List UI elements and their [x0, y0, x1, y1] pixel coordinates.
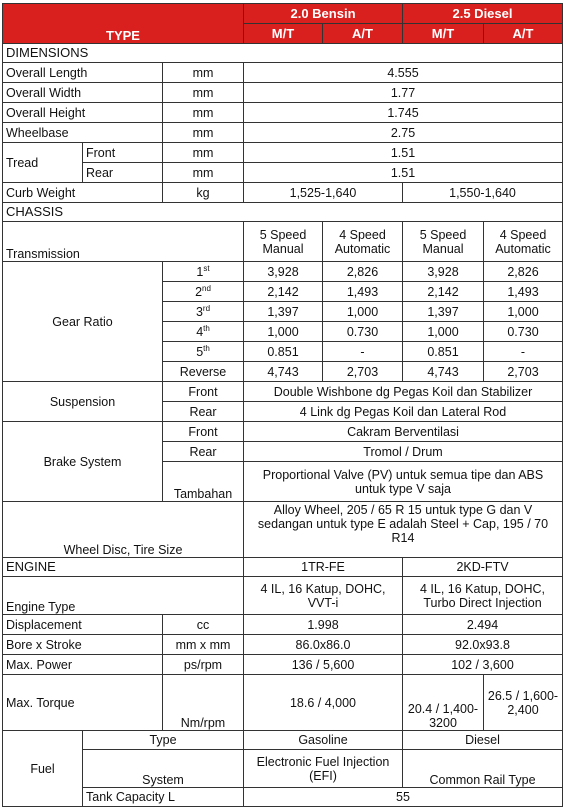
dimensions-section-title: DIMENSIONS	[3, 44, 563, 63]
row-label: Curb Weight	[3, 183, 163, 203]
value-cell: Common Rail Type	[403, 750, 563, 788]
value-cell: 0.730	[323, 322, 403, 342]
value-cell: 2.494	[403, 615, 563, 635]
value-cell: 4 IL, 16 Katup, DOHC, VVT-i	[244, 577, 403, 615]
table-row	[3, 382, 563, 402]
value-cell: 1,000	[484, 302, 563, 322]
value-cell: 1,000	[323, 302, 403, 322]
unit-cell: mm	[163, 163, 244, 183]
spec-table-container	[2, 3, 562, 807]
value-cell: 1,000	[403, 322, 484, 342]
unit-cell: Nm/rpm	[163, 675, 244, 731]
table-row	[3, 123, 563, 143]
engine-a-header: 2.0 Bensin	[244, 4, 403, 24]
sub-label: Type	[83, 731, 244, 750]
table-row	[3, 183, 563, 203]
value-cell: Gasoline	[244, 731, 403, 750]
table-row	[3, 655, 563, 675]
gear-suffix: st	[203, 263, 210, 273]
row-label: Brake System	[3, 422, 163, 502]
table-row	[3, 577, 563, 615]
value-cell: 2,826	[323, 262, 403, 282]
unit-cell: mm	[163, 103, 244, 123]
value-cell: 5 Speed Manual	[403, 222, 484, 262]
value-cell: -	[484, 342, 563, 362]
gear-suffix: nd	[202, 283, 211, 293]
row-label: Fuel	[3, 731, 83, 807]
gear-label	[163, 302, 244, 322]
value-cell: 3,928	[244, 262, 323, 282]
value-cell: 102 / 3,600	[403, 655, 563, 675]
value-cell: 1,525-1,640	[244, 183, 403, 203]
unit-cell: mm	[163, 143, 244, 163]
sub-label: Rear	[163, 402, 244, 422]
value-cell: 1.51	[244, 163, 563, 183]
value-cell: 1.77	[244, 83, 563, 103]
value-cell: 4 Speed Automatic	[323, 222, 403, 262]
table-row	[3, 558, 563, 577]
gear-suffix: th	[203, 323, 210, 333]
value-cell: Diesel	[403, 731, 563, 750]
row-label: Overall Length	[3, 63, 163, 83]
sub-label: Tank Capacity L	[83, 788, 244, 807]
value-cell: 1,397	[244, 302, 323, 322]
table-row	[3, 788, 563, 807]
value-cell: 26.5 / 1,600-2,400	[484, 675, 563, 731]
value-cell: Proportional Valve (PV) untuk semua tipe dan ABS untuk type V saja	[244, 462, 563, 502]
mt-header: M/T	[244, 24, 323, 44]
table-row	[3, 675, 563, 731]
engine-b-header: 2.5 Diesel	[403, 4, 563, 24]
value-cell: 2,703	[323, 362, 403, 382]
sub-label: Rear	[83, 163, 163, 183]
chassis-section-title: CHASSIS	[3, 203, 563, 222]
gear-label	[163, 282, 244, 302]
value-cell: 4.555	[244, 63, 563, 83]
row-label: Displacement	[3, 615, 163, 635]
table-row	[3, 103, 563, 123]
value-cell: 2,142	[403, 282, 484, 302]
value-cell: 0.851	[244, 342, 323, 362]
value-cell: Double Wishbone dg Pegas Koil dan Stabilizer	[244, 382, 563, 402]
table-row	[3, 163, 563, 183]
value-cell: 55	[244, 788, 563, 807]
value-cell: 1.745	[244, 103, 563, 123]
spec-table	[2, 3, 563, 807]
section-row	[3, 203, 563, 222]
sub-label: Tambahan	[163, 462, 244, 502]
row-label: Engine Type	[3, 577, 244, 615]
engine-section-title: ENGINE	[3, 558, 244, 577]
mt-header: M/T	[403, 24, 484, 44]
table-row	[3, 83, 563, 103]
row-label: Bore x Stroke	[3, 635, 163, 655]
table-row	[3, 502, 563, 558]
table-row	[3, 615, 563, 635]
gear-number: 2	[195, 284, 203, 299]
row-label: Gear Ratio	[3, 262, 163, 382]
row-label: Overall Height	[3, 103, 163, 123]
value-cell: 1.998	[244, 615, 403, 635]
value-cell: 18.6 / 4,000	[244, 675, 403, 731]
at-header: A/T	[323, 24, 403, 44]
row-label: Overall Width	[3, 83, 163, 103]
value-cell: 0.851	[403, 342, 484, 362]
table-row	[3, 222, 563, 262]
value-cell: 4 Speed Automatic	[484, 222, 563, 262]
value-cell: 2.75	[244, 123, 563, 143]
gear-number: 5	[196, 344, 204, 359]
value-cell: 3,928	[403, 262, 484, 282]
type-header: TYPE	[3, 4, 244, 44]
sub-label: System	[83, 750, 244, 788]
value-cell: 4 Link dg Pegas Koil dan Lateral Rod	[244, 402, 563, 422]
table-row	[3, 635, 563, 655]
table-row	[3, 63, 563, 83]
row-label: Wheelbase	[3, 123, 163, 143]
value-cell: 2,703	[484, 362, 563, 382]
gear-number: 3	[195, 304, 203, 319]
value-cell: 4,743	[244, 362, 323, 382]
section-row	[3, 44, 563, 63]
row-label: Transmission	[3, 222, 244, 262]
sub-label: Front	[163, 422, 244, 442]
row-label: Wheel Disc, Tire Size	[3, 502, 244, 558]
sub-label: Front	[83, 143, 163, 163]
value-cell: 1TR-FE	[244, 558, 403, 577]
value-cell: 1,397	[403, 302, 484, 322]
unit-cell: cc	[163, 615, 244, 635]
value-cell: -	[323, 342, 403, 362]
unit-cell: kg	[163, 183, 244, 203]
value-cell: 2,826	[484, 262, 563, 282]
unit-cell: mm	[163, 83, 244, 103]
row-label: Max. Power	[3, 655, 163, 675]
at-header: A/T	[484, 24, 563, 44]
unit-cell: mm	[163, 123, 244, 143]
value-cell: 1,493	[484, 282, 563, 302]
value-cell: 92.0x93.8	[403, 635, 563, 655]
value-cell: 2KD-FTV	[403, 558, 563, 577]
gear-label: Reverse	[163, 362, 244, 382]
value-cell: 20.4 / 1,400-3200	[403, 675, 484, 731]
header-row-engines	[3, 4, 563, 24]
table-row	[3, 262, 563, 282]
sub-label: Rear	[163, 442, 244, 462]
gear-label	[163, 322, 244, 342]
gear-number: 1	[196, 264, 204, 279]
table-row	[3, 750, 563, 788]
value-cell: Alloy Wheel, 205 / 65 R 15 untuk type G dan V sedangan untuk type E adalah Steel + Cap, 195 / 70 R14	[244, 502, 563, 558]
value-cell: 4 IL, 16 Katup, DOHC, Turbo Direct Injection	[403, 577, 563, 615]
value-cell: 1,550-1,640	[403, 183, 563, 203]
value-cell: 1,493	[323, 282, 403, 302]
gear-number: 4	[196, 324, 204, 339]
gear-label	[163, 342, 244, 362]
value-cell: 5 Speed Manual	[244, 222, 323, 262]
unit-cell: mm	[163, 63, 244, 83]
value-cell: Tromol / Drum	[244, 442, 563, 462]
table-row	[3, 143, 563, 163]
value-cell: 86.0x86.0	[244, 635, 403, 655]
row-label: Max. Torque	[3, 675, 163, 731]
table-row	[3, 422, 563, 442]
value-cell: 1.51	[244, 143, 563, 163]
value-cell: 1,000	[244, 322, 323, 342]
value-cell: Cakram Berventilasi	[244, 422, 563, 442]
value-cell: 2,142	[244, 282, 323, 302]
unit-cell: mm x mm	[163, 635, 244, 655]
gear-suffix: th	[203, 343, 210, 353]
value-cell: 0.730	[484, 322, 563, 342]
value-cell: 4,743	[403, 362, 484, 382]
unit-cell: ps/rpm	[163, 655, 244, 675]
value-cell: Electronic Fuel Injection (EFI)	[244, 750, 403, 788]
gear-label	[163, 262, 244, 282]
value-cell: 136 / 5,600	[244, 655, 403, 675]
sub-label: Front	[163, 382, 244, 402]
gear-suffix: rd	[202, 303, 211, 313]
table-row	[3, 731, 563, 750]
row-label: Tread	[3, 143, 83, 183]
row-label: Suspension	[3, 382, 163, 422]
